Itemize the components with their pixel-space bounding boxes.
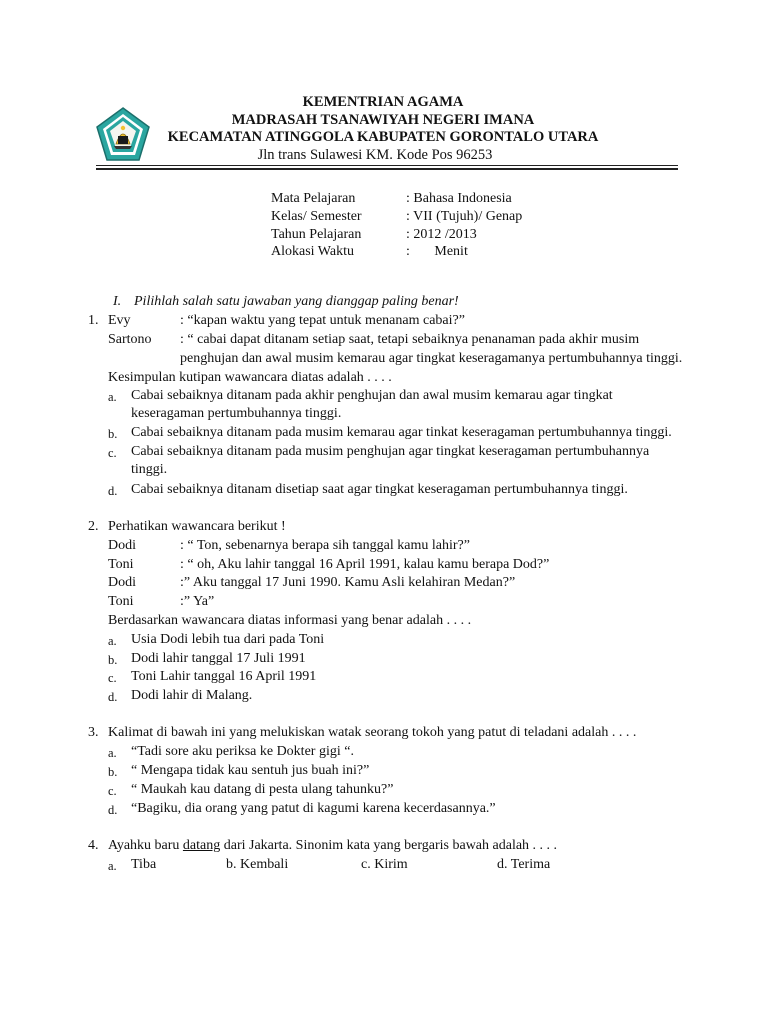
info-label-class: Kelas/ Semester xyxy=(271,209,362,224)
info-value-time: : Menit xyxy=(406,244,468,259)
q4-number: 4. xyxy=(88,838,99,853)
q4-stem-pre: Ayahku baru xyxy=(108,838,183,853)
q2-intro: Perhatikan wawancara berikut ! xyxy=(108,519,286,534)
q3-option-a-letter: a. xyxy=(108,746,117,760)
q3-option-c-letter: c. xyxy=(108,784,117,798)
info-label-time: Alokasi Waktu xyxy=(271,244,354,259)
q1-option-b: Cabai sebaiknya ditanam pada musim kemarau agar tinkat keseragaman pertumbuhannya tinggi. xyxy=(131,425,672,440)
q4-option-a-letter: a. xyxy=(108,859,117,873)
q4-stem-post: dari Jakarta. Sinonim kata yang bergaris bawah adalah . . . . xyxy=(220,838,558,853)
q2-line-1: : “ Ton, sebenarnya berapa sih tanggal kamu lahir?” xyxy=(180,538,470,553)
q2-option-b: Dodi lahir tanggal 17 Juli 1991 xyxy=(131,651,306,666)
q1-speaker-2: Sartono xyxy=(108,332,152,347)
q4-option-a: Tiba xyxy=(131,857,157,872)
section-number: I. xyxy=(113,294,122,309)
q2-option-a-letter: a. xyxy=(108,634,117,648)
info-label-subject: Mata Pelajaran xyxy=(271,191,356,206)
q2-speaker-4: Toni xyxy=(108,594,134,609)
q1-stem: Kesimpulan kutipan wawancara diatas adalah . . . . xyxy=(108,370,392,385)
header-rule-thin xyxy=(96,165,678,166)
q2-option-b-letter: b. xyxy=(108,653,118,667)
q3-option-a: “Tadi sore aku periksa ke Dokter gigi “. xyxy=(131,744,354,759)
q2-speaker-3: Dodi xyxy=(108,575,136,590)
q2-speaker-1: Dodi xyxy=(108,538,136,553)
q1-line-2b: penghujan dan awal musim kemarau agar tingkat keseragamanya pertumbuhannya tinggi. xyxy=(180,351,683,366)
q1-option-d-letter: d. xyxy=(108,484,118,498)
kemenag-logo-icon xyxy=(94,106,152,164)
q2-option-c-letter: c. xyxy=(108,671,117,685)
q1-option-c-cont: tinggi. xyxy=(131,462,168,477)
q3-option-b-letter: b. xyxy=(108,765,118,779)
q2-option-c: Toni Lahir tanggal 16 April 1991 xyxy=(131,669,317,684)
q4-stem-underlined-word: datang xyxy=(182,838,221,853)
q2-number: 2. xyxy=(88,519,99,534)
q4-stem xyxy=(108,837,557,855)
q2-option-d-letter: d. xyxy=(108,690,118,704)
exam-page: KEMENTRIAN AGAMA MADRASAH TSANAWIYAH NEGERI IMANA KECAMATAN ATINGGOLA KABUPATEN GORONTALO UTARA Jln trans Sulawesi KM. Kode Pos 96253 Mata Pelajaran : Bahasa Indonesia Kelas/ Semester : VII (Tujuh)/ Genap Tahun Pelajaran : 2012 /2013 Alokasi Waktu : Menit I. Pilihlah salah satu jawaban yang dianggap paling benar! 1. Evy : “kapan waktu yang tepat untuk menanam cabai?” Sartono : “ cabai dapat ditanam setiap saat, tetapi sebaiknya penanaman pada akhir musim penghujan dan awal musim kemarau agar tingkat keseragamanya pertumbuhannya tinggi. Kesimpulan kutipan wawancara diatas adalah . . . . a. Cabai sebaiknya ditanam pada akhir penghujan dan awal musim kemarau agar tingkat keseragaman pertumbuhannya tinggi. b. Cabai sebaiknya ditanam pada musim kemarau agar tinkat keseragaman pertumbuhannya tinggi. c. Cabai sebaiknya ditanam pada musim penghujan agar tingkat keseragaman pertumbuhannya tinggi. d. Cabai sebaiknya ditanam disetiap saat agar tingkat keseragaman pertumbuhannya tinggi. 2. Perhatikan wawancara berikut ! Dodi : “ Ton, sebenarnya berapa sih tanggal kamu lahir?” Toni : “ oh, Aku lahir tanggal 16 April 1991, kalau kamu berapa Dod?” Dodi :” Aku tanggal 17 Juni 1990. Kamu Asli kelahiran Medan?” Toni :” Ya” Berdasarkan wawancara diatas informasi yang benar adalah . . . . a. Usia Dodi lebih tua dari pada Toni b. Dodi lahir tanggal 17 Juli 1991 c. Toni Lahir tanggal 16 April 1991 d. Dodi lahir di Malang. 3. Kalimat di bawah ini yang melukiskan watak seorang tokoh yang patut di teladani adalah . . . . a. “Tadi sore aku periksa ke Dokter gigi “. b. “ Mengapa tidak kau sentuh jus buah ini?” c. “ Maukah kau datang di pesta ulang tahunku?” d. “Bagiku, dia orang yang patut di kagumi karena kecerdasannya.” 4. Ayahku baru datang dari Jakarta. Sinonim kata yang bergaris bawah adalah . . . . a. Tiba b. Kembali c. Kirim d. Terima xyxy=(88,94,683,873)
q4-option-b: b. Kembali xyxy=(226,857,289,872)
q4-option-d: d. Terima xyxy=(497,857,551,872)
q3-number: 3. xyxy=(88,725,99,740)
q1-option-c-letter: c. xyxy=(108,446,117,460)
info-value-class: : VII (Tujuh)/ Genap xyxy=(406,209,523,224)
q1-option-c: Cabai sebaiknya ditanam pada musim penghujan agar tingkat keseragaman pertumbuhannya xyxy=(131,444,650,459)
q1-speaker-1: Evy xyxy=(108,313,131,328)
q1-number: 1. xyxy=(88,313,99,328)
info-value-year: : 2012 /2013 xyxy=(406,227,477,242)
q2-stem: Berdasarkan wawancara diatas informasi yang benar adalah . . . . xyxy=(108,613,472,628)
info-value-subject: : Bahasa Indonesia xyxy=(406,191,512,206)
header-rule-thick xyxy=(96,168,678,170)
section-title: Pilihlah salah satu jawaban yang dianggap paling benar! xyxy=(134,294,459,309)
q1-option-a-cont: keseragaman pertumbuhannya tinggi. xyxy=(131,406,342,421)
q2-option-d: Dodi lahir di Malang. xyxy=(131,688,253,703)
q1-line-1: : “kapan waktu yang tepat untuk menanam cabai?” xyxy=(180,313,465,328)
q4-option-c: c. Kirim xyxy=(361,857,408,872)
q1-option-b-letter: b. xyxy=(108,427,118,441)
q3-option-d: “Bagiku, dia orang yang patut di kagumi karena kecerdasannya.” xyxy=(131,801,496,816)
q2-line-4: :” Ya” xyxy=(180,594,215,609)
q1-option-d: Cabai sebaiknya ditanam disetiap saat agar tingkat keseragaman pertumbuhannya tinggi. xyxy=(131,482,628,497)
q1-line-2a: : “ cabai dapat ditanam setiap saat, tetapi sebaiknya penanaman pada akhir musim xyxy=(180,332,640,347)
q3-stem: Kalimat di bawah ini yang melukiskan watak seorang tokoh yang patut di teladani adalah . . . . xyxy=(108,725,637,740)
q2-line-2: : “ oh, Aku lahir tanggal 16 April 1991, kalau kamu berapa Dod?” xyxy=(180,557,550,572)
q2-option-a: Usia Dodi lebih tua dari pada Toni xyxy=(131,632,325,647)
q1-option-a-letter: a. xyxy=(108,390,117,404)
q2-line-3: :” Aku tanggal 17 Juni 1990. Kamu Asli kelahiran Medan?” xyxy=(180,575,516,590)
q2-speaker-2: Toni xyxy=(108,557,134,572)
info-label-year: Tahun Pelajaran xyxy=(271,227,362,242)
q3-option-d-letter: d. xyxy=(108,803,118,817)
q3-option-c: “ Maukah kau datang di pesta ulang tahunku?” xyxy=(131,782,394,797)
q3-option-b: “ Mengapa tidak kau sentuh jus buah ini?” xyxy=(131,763,370,778)
q1-option-a: Cabai sebaiknya ditanam pada akhir penghujan dan awal musim kemarau agar tingkat xyxy=(131,388,613,403)
